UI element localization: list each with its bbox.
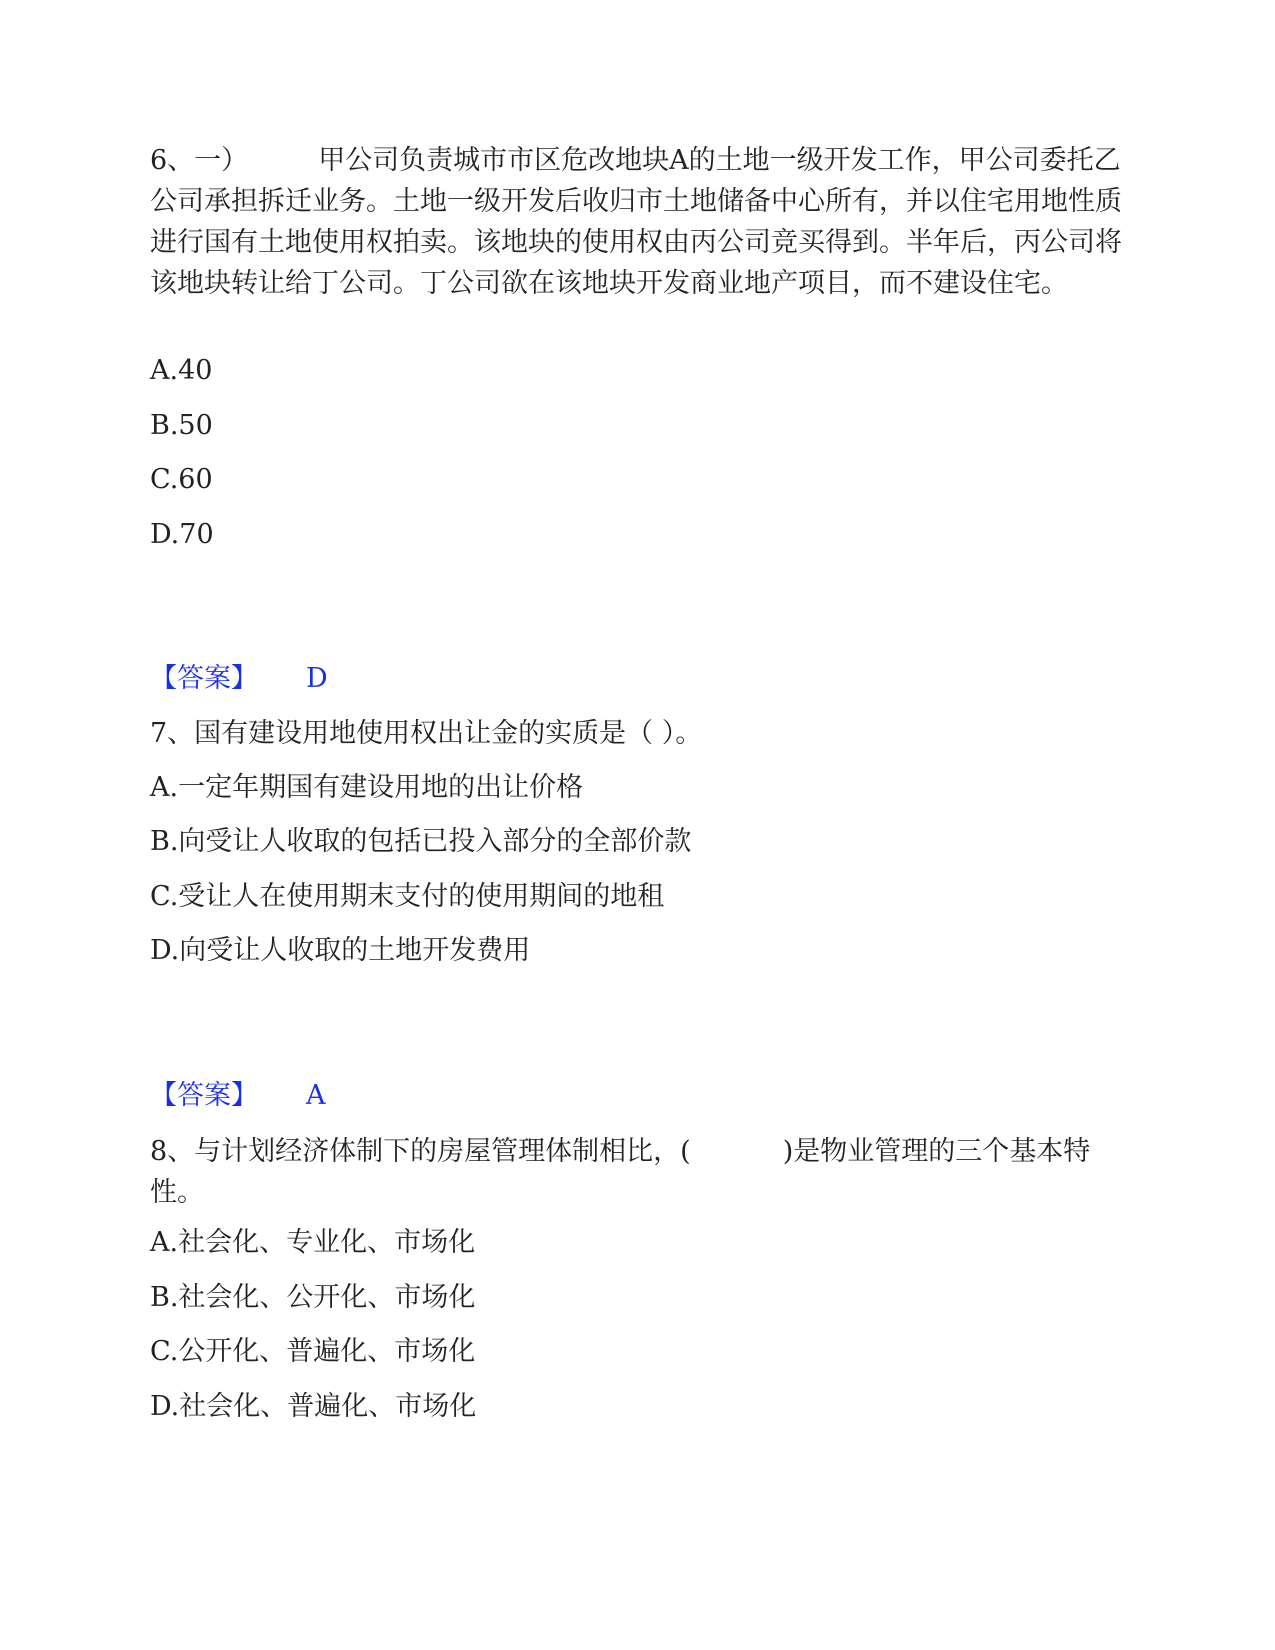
question-8-option-a: A.社会化、专业化、市场化 [150, 1227, 476, 1258]
question-6-prefix: 6、一） [150, 145, 249, 176]
question-6-body: 甲公司负责城市市区危改地块A的土地一级开发工作，甲公司委托乙公司承担拆迁业务。土地一级开发后收归市土地储备中心所有，并以住宅用地性质进行国有土地使用权拍卖。该地块的使用权由丙公司竞买得到。半年后，丙公司将该地块转让给丁公司。丁公司欲在该地块开发商业地产项目，而不建设住宅。 [150, 145, 1122, 299]
question-8-option-b: B.社会化、公开化、市场化 [150, 1282, 476, 1313]
question-7-option-b: B.向受让人收取的包括已投入部分的全部价款 [150, 826, 692, 857]
question-6-option-d: D.70 [150, 519, 214, 550]
question-7-option-d: D.向受让人收取的土地开发费用 [150, 935, 531, 966]
question-6-option-b: B.50 [150, 410, 213, 441]
question-6-option-c: C.60 [150, 464, 213, 495]
question-6-text [150, 140, 1125, 304]
answer-value: D [306, 663, 328, 694]
question-6-option-a: A.40 [150, 355, 213, 386]
question-8-option-d: D.社会化、普遍化、市场化 [150, 1391, 477, 1422]
question-6-answer [150, 662, 328, 696]
answer-label: 【答案】 [150, 663, 258, 694]
question-8-text-after: )是物业管理的三个基本特性。 [150, 1136, 1091, 1208]
answer-label: 【答案】 [150, 1080, 258, 1111]
document-page [150, 0, 1125, 1650]
question-7-option-a: A.一定年期国有建设用地的出让价格 [150, 772, 584, 803]
answer-value: A [306, 1080, 326, 1111]
question-8-text-before: 8、与计划经济体制下的房屋管理体制相比，( [150, 1136, 691, 1167]
question-7-answer [150, 1079, 326, 1113]
question-7-text: 7、国有建设用地使用权出让金的实质是（ ）。 [150, 718, 703, 749]
question-7-option-c: C.受让人在使用期末支付的使用期间的地租 [150, 881, 665, 912]
question-8-option-c: C.公开化、普遍化、市场化 [150, 1336, 476, 1367]
question-8-text [150, 1131, 1125, 1213]
